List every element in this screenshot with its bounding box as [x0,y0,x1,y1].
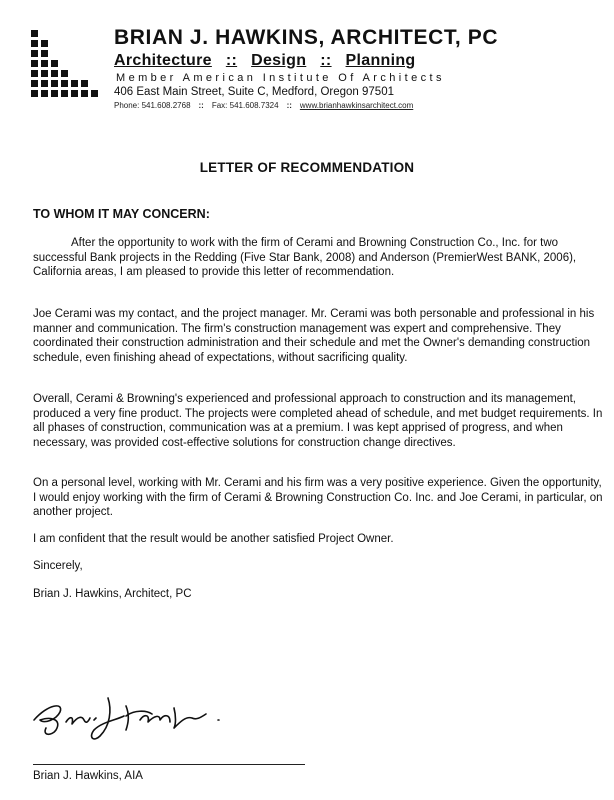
firm-services [114,52,416,70]
signature-line [33,764,305,765]
letter-paragraph: After the opportunity to work with the firm of Cerami and Browning Construction Co., Inc. for two successful Bank projects in the Redding (Five Star Bank, 2008) and Anderson (PremierWest BANK, 2006), California areas, I am pleased to provide this letter of recommendation. [33,237,577,278]
service-planning: Planning [345,52,416,69]
service-architecture: Architecture [114,52,212,69]
firm-name: BRIAN J. HAWKINS, ARCHITECT, PC [114,26,499,49]
letter-paragraph: Joe Cerami was my contact, and the project manager. Mr. Cerami was both personable and professional in his manner and communication. The firm's construction management was expert and comprehensive. They coordinated their construction administration and their schedule and met the Owner's demanding construction schedule, even finishing ahead of expectations, without sacrificing quality. [33,308,595,364]
letter-paragraph: Overall, Cerami & Browning's experienced and professional approach to construction and its management, produced a very fine product. The projects were completed ahead of schedule, and met budget requirements. In all phases of construction, communication was at a premium. I was kept apprised of progress, and when necessary, was provided cost-effective solutions for construction change directives. [33,393,603,449]
letter-paragraph: I am confident that the result would be another satisfied Project Owner. [33,533,394,545]
contact-separator: :: [198,101,204,110]
signature-name: Brian J. Hawkins, AIA [33,770,143,782]
document-title: LETTER OF RECOMMENDATION [199,160,415,175]
salutation: TO WHOM IT MAY CONCERN: [33,207,210,221]
website-link[interactable]: www.brianhawkinsarchitect.com [299,101,414,110]
fax-number: Fax: 541.608.7324 [211,101,279,110]
contact-separator: :: [286,101,292,110]
service-separator: :: [320,52,332,69]
handwritten-signature [30,690,230,746]
closing-name: Brian J. Hawkins, Architect, PC [33,588,192,600]
firm-logo-mark [31,30,103,98]
letter-paragraph: On a personal level, working with Mr. Cerami and his firm was a very positive experience. Given the opportunity, I would enjoy working with the firm of Cerami & Browning Construction Co. Inc. and Joe Cerami, in particular, on another project. [33,477,603,518]
membership-line: Member American Institute Of Architects [116,72,445,84]
service-design: Design [251,52,307,69]
service-separator: :: [225,52,238,69]
firm-address: 406 East Main Street, Suite C, Medford, Oregon 97501 [114,86,394,98]
closing: Sincerely, [33,560,83,572]
phone-number: Phone: 541.608.2768 [114,101,191,110]
firm-logo [31,30,103,98]
contact-line [114,101,413,110]
